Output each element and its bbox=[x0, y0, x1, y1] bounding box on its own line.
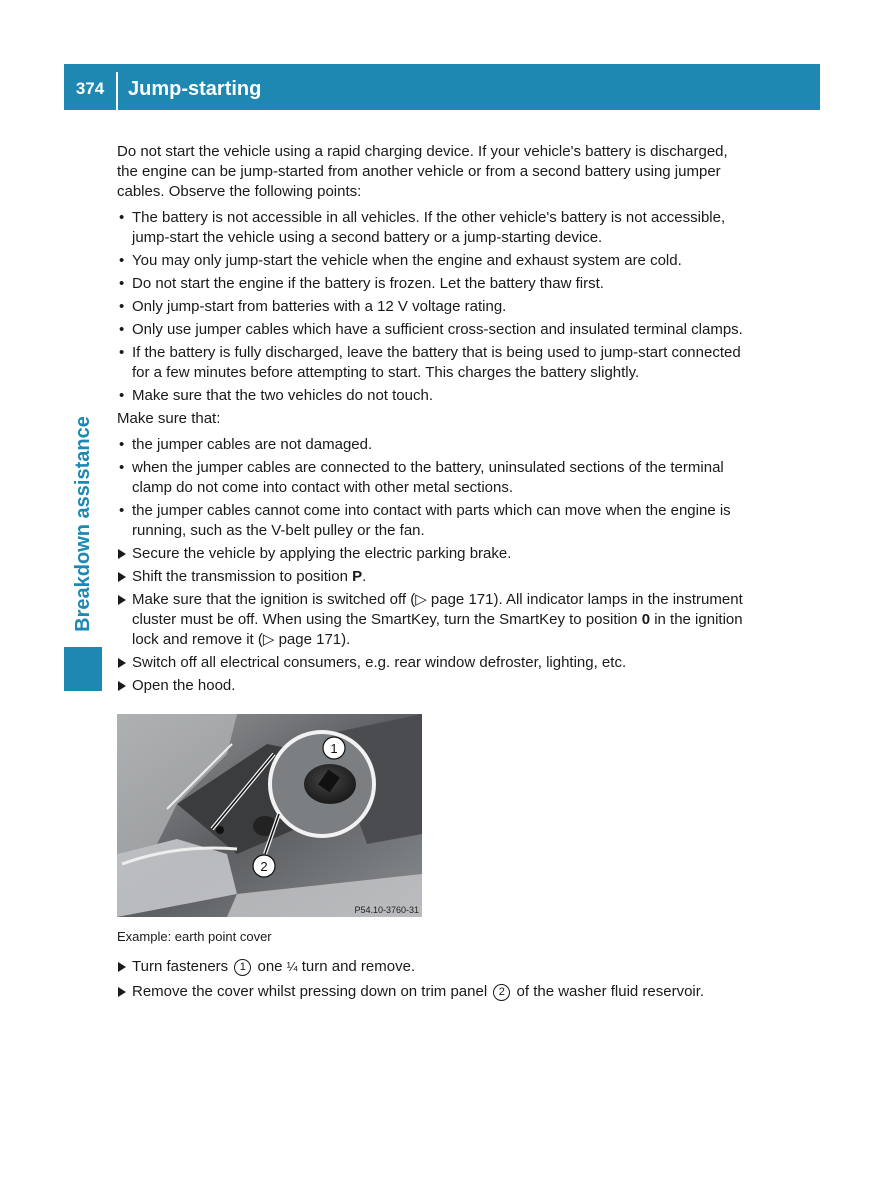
step-item bbox=[117, 676, 749, 696]
intro-paragraph: Do not start the vehicle using a rapid charging device. If your vehicle's battery is discharged, the engine can be jump-started from another vehicle or from a second battery using jumper cables. Observe the following points: bbox=[117, 143, 728, 200]
figure-caption: Example: earth point cover bbox=[117, 929, 272, 944]
side-tab-marker bbox=[64, 647, 102, 691]
list-item: • Only jump-start from batteries with a 12 V voltage rating. bbox=[117, 297, 749, 317]
side-tab-label: Breakdown assistance bbox=[72, 416, 94, 632]
side-tab bbox=[64, 404, 102, 644]
step-arrow-icon bbox=[118, 572, 126, 582]
step-text: Remove the cover whilst pressing down on trim panel bbox=[132, 983, 492, 1000]
step-text: of the washer fluid reservoir. bbox=[512, 983, 705, 1000]
list-item: • the jumper cables are not damaged. bbox=[117, 435, 749, 455]
step-text: Switch off all electrical consumers, e.g. rear window defroster, lighting, etc. bbox=[132, 654, 627, 671]
step-arrow-icon bbox=[118, 595, 126, 605]
list-item: • The battery is not accessible in all vehicles. If the other vehicle's battery is not accessible, jump-start the vehicle using a second battery or a jump-starting device. bbox=[117, 208, 749, 248]
points-list bbox=[117, 208, 749, 406]
step-text: . bbox=[362, 568, 367, 585]
step-item bbox=[117, 957, 749, 977]
callout-2-label: 2 bbox=[260, 859, 268, 874]
header-bar bbox=[64, 64, 820, 110]
steps-list bbox=[117, 544, 749, 696]
step-text: Shift the transmission to position bbox=[132, 568, 353, 585]
step-item bbox=[117, 567, 749, 587]
list-item: • Only use jumper cables which have a sufficient cross-section and insulated terminal clamps. bbox=[117, 320, 749, 340]
step-text: Turn fasteners bbox=[132, 958, 233, 975]
image-code: P54.10-3760-31 bbox=[354, 905, 419, 915]
step-text: in the ignition lock and remove it (▷ page 171). bbox=[132, 611, 743, 648]
page-content bbox=[117, 142, 749, 1005]
list-item: • when the jumper cables are connected to the battery, uninsulated sections of the terminal clamp do not come into contact with other metal sections. bbox=[117, 458, 749, 498]
step-item bbox=[117, 982, 749, 1002]
step-text: Open the hood. bbox=[132, 677, 236, 694]
header-divider bbox=[116, 72, 118, 110]
callout-ref-1: 1 bbox=[234, 959, 251, 976]
list-item: • the jumper cables cannot come into contact with parts which can move when the engine is running, such as the V-belt pulley or the fan. bbox=[117, 501, 749, 541]
step-text: turn and remove. bbox=[297, 958, 416, 975]
step-arrow-icon bbox=[118, 549, 126, 559]
step-item bbox=[117, 590, 749, 650]
list-item: • You may only jump-start the vehicle when the engine and exhaust system are cold. bbox=[117, 251, 749, 271]
step-text: Secure the vehicle by applying the electric parking brake. bbox=[132, 545, 512, 562]
step-arrow-icon bbox=[118, 681, 126, 691]
callout-1-label: 1 bbox=[330, 741, 338, 756]
engine-bay-illustration bbox=[117, 714, 422, 917]
list-item: • Make sure that the two vehicles do not touch. bbox=[117, 386, 749, 406]
fraction: ¼ bbox=[286, 959, 298, 974]
gear-position: P bbox=[352, 568, 363, 585]
step-item bbox=[117, 653, 749, 673]
step-text: Make sure that the ignition is switched off (▷ page 171). All indicator lamps in the instrument cluster must be off. When using the SmartKey, turn the SmartKey to position bbox=[132, 591, 743, 628]
engine-bay-photo bbox=[117, 714, 422, 917]
callout-ref-2: 2 bbox=[493, 984, 510, 1001]
make-sure-list bbox=[117, 435, 749, 541]
section-title: Jump-starting bbox=[128, 78, 262, 100]
step-item bbox=[117, 544, 749, 564]
step-arrow-icon bbox=[118, 987, 126, 997]
step-text: one bbox=[253, 958, 287, 975]
list-item: • If the battery is fully discharged, leave the battery that is being used to jump-start connected for a few minutes before attempting to start. This charges the battery slightly. bbox=[117, 343, 749, 383]
step-arrow-icon bbox=[118, 658, 126, 668]
make-sure-heading: Make sure that: bbox=[117, 410, 221, 427]
list-item: • Do not start the engine if the battery is frozen. Let the battery thaw first. bbox=[117, 274, 749, 294]
key-position: 0 bbox=[641, 611, 651, 628]
step-arrow-icon bbox=[118, 962, 126, 972]
page-number: 374 bbox=[75, 79, 105, 98]
